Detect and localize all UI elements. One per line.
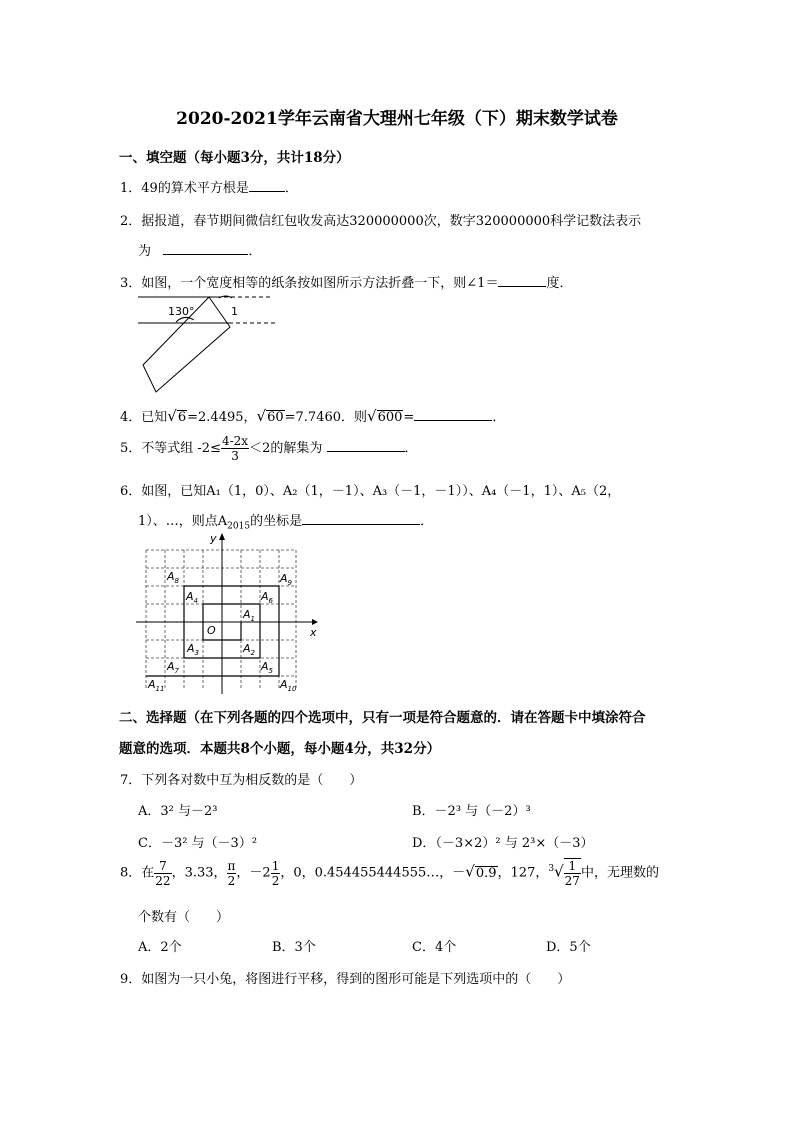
- fraction: [564, 858, 581, 888]
- q-text: 据报道，春节期间微信红包收发高达320000000次，数字320000000科学记数法表示: [141, 214, 642, 229]
- sqrt-symbol: √: [256, 407, 267, 425]
- coordinate-grid-figure: [136, 530, 322, 694]
- fraction: [221, 434, 249, 463]
- denominator: 2: [271, 873, 280, 888]
- point-label-A11: $A_{11}$: [148, 678, 165, 693]
- q-text: ，0，0.454455444555…，－: [280, 865, 466, 881]
- numerator: 1: [564, 859, 581, 874]
- q-number: 9．: [120, 972, 142, 987]
- point-label-A9: $A_9$: [280, 572, 292, 587]
- point-label-A1: $A_1$: [243, 608, 255, 623]
- point-label-A2: $A_2$: [243, 642, 255, 657]
- question-3: [120, 272, 572, 291]
- q7-option-a[interactable]: A．3² 与－2³: [138, 804, 218, 819]
- question-8: [120, 858, 659, 888]
- q-text: 中，无理数的: [580, 865, 659, 881]
- section-2-heading-line-2: 题意的选项．本题共8个小题，每小题4分，共32分）: [119, 741, 441, 757]
- point-label-A6: $A_6$: [261, 590, 273, 605]
- origin-label: O: [207, 624, 216, 637]
- q-text: 在: [141, 865, 155, 881]
- numerator: 7: [154, 859, 171, 874]
- q-text: =2.4495，: [187, 410, 257, 425]
- q7-option-b[interactable]: B．－2³ 与（－2）³: [412, 804, 531, 819]
- section-1-heading: 一、填空题（每小题3分，共计18分）: [119, 150, 350, 166]
- q-text: 1）、…，则点A: [138, 514, 228, 529]
- sqrt-symbol: √: [367, 407, 377, 425]
- q-text: 下列各对数中互为相反数的是（ ）: [141, 773, 363, 788]
- answer-blank[interactable]: [249, 179, 285, 192]
- q8-option-b[interactable]: B．3个: [272, 940, 316, 955]
- radicand-6: 6: [177, 410, 187, 425]
- q-text: 49的算术平方根是: [141, 181, 249, 196]
- radicand-60: 60: [267, 410, 284, 425]
- denominator: 3: [231, 449, 239, 463]
- question-9: [120, 968, 570, 987]
- question-6-line-2: [138, 510, 434, 532]
- q-text: 如图，一个宽度相等的纸条按如图所示方法折叠一下，则∠1＝: [141, 276, 499, 291]
- q-text: ，3.33，: [171, 865, 227, 881]
- q-number: 1．: [120, 181, 142, 196]
- radicand: 0.9: [475, 865, 497, 881]
- numerator: π: [227, 858, 236, 873]
- q-text-end: ．: [492, 410, 506, 425]
- answer-blank[interactable]: [327, 439, 405, 452]
- q-text-end: ．: [284, 181, 298, 196]
- numerator: 1: [271, 858, 280, 873]
- q-text-end: ．: [420, 514, 434, 529]
- angle-130-label: 130°: [168, 305, 195, 318]
- x-axis-arrow: [312, 619, 318, 625]
- numerator: 4-2x: [221, 434, 249, 448]
- q-text: 的坐标是: [250, 514, 303, 529]
- answer-blank[interactable]: [302, 512, 420, 525]
- question-2-line-2: [138, 240, 261, 259]
- q7-option-d[interactable]: D．（－3×2）² 与 2³×（－3）: [412, 836, 594, 851]
- q-text: =7.7460．则: [284, 410, 368, 425]
- q-number: 4．: [120, 410, 142, 425]
- fraction: [227, 859, 237, 888]
- q-number: 8．: [120, 865, 142, 881]
- q-number: 7．: [120, 773, 142, 788]
- answer-blank[interactable]: [163, 242, 248, 255]
- question-8-line-2: 个数有（ ）: [138, 910, 230, 925]
- answer-blank[interactable]: [414, 408, 492, 421]
- q-number: 3．: [120, 276, 142, 291]
- denominator: 27: [564, 874, 580, 888]
- q-text-end: ．: [404, 441, 418, 456]
- q-text: 如图为一只小兔，将图进行平移，得到的图形可能是下列选项中的（ ）: [141, 972, 571, 987]
- q-text: 不等式组 -2≤: [141, 441, 221, 456]
- point-label-A8: $A_8$: [167, 570, 179, 585]
- question-4: [120, 406, 505, 425]
- q-text: ，127，: [497, 865, 549, 881]
- q-number: 6．: [120, 484, 142, 499]
- fraction: [154, 859, 171, 888]
- folded-strip-figure: [132, 292, 282, 398]
- radicand-600: 600: [377, 410, 403, 425]
- section-2-heading-line-1: 二、选择题（在下列各题的四个选项中，只有一项是符合题意的．请在答题卡中填涂符合: [119, 710, 646, 726]
- q-text: ，－2: [236, 865, 271, 881]
- q-number: 5．: [120, 441, 142, 456]
- sqrt-symbol: √: [167, 407, 177, 425]
- root-index: 3: [548, 864, 555, 875]
- q8-option-a[interactable]: A．2个: [138, 940, 182, 955]
- q7-option-c[interactable]: C．－3² 与（－3）²: [138, 836, 258, 851]
- question-2-line-1: [120, 210, 641, 229]
- q8-option-c[interactable]: C．4个: [412, 940, 457, 955]
- y-axis-label: y: [210, 532, 217, 545]
- denominator: 2: [227, 873, 236, 888]
- answer-blank[interactable]: [498, 274, 546, 287]
- fraction: [271, 859, 281, 888]
- x-axis-label: x: [310, 626, 317, 639]
- question-5: [120, 434, 418, 463]
- point-label-A7: $A_7$: [167, 660, 179, 675]
- q-text: 已知: [141, 410, 168, 425]
- q-text: 为: [138, 244, 152, 259]
- y-axis-arrow: [219, 533, 225, 540]
- q-number: 2．: [120, 214, 142, 229]
- q-text: 如图，已知A₁（1，0）、A₂（1，－1）、A₃（－1，－1））、A₄（－1，1）、A₅（2，: [141, 484, 621, 499]
- question-7: [120, 769, 362, 788]
- question-6-line-1: [120, 480, 620, 499]
- page-title: 2020-2021学年云南省大理州七年级（下）期末数学试卷: [176, 109, 618, 129]
- q-text-end: ．: [248, 244, 262, 259]
- denominator: 22: [155, 873, 171, 888]
- cube-root-symbol: √: [554, 862, 564, 881]
- q-text: ＜2的解集为: [249, 441, 323, 456]
- angle-1-label: 1: [231, 305, 238, 318]
- q8-option-d[interactable]: D．5个: [546, 940, 591, 955]
- q-text-end: 度．: [546, 276, 573, 291]
- subscript: 2015: [227, 521, 251, 532]
- point-label-A4: $A_4$: [186, 590, 198, 605]
- point-label-A5: $A_5$: [261, 660, 273, 675]
- q-text: =: [403, 410, 415, 425]
- point-label-A3: $A_3$: [187, 642, 199, 657]
- question-1: [120, 177, 298, 196]
- point-label-A10: $A_{10}$: [280, 678, 297, 693]
- sqrt-symbol: √: [465, 862, 475, 881]
